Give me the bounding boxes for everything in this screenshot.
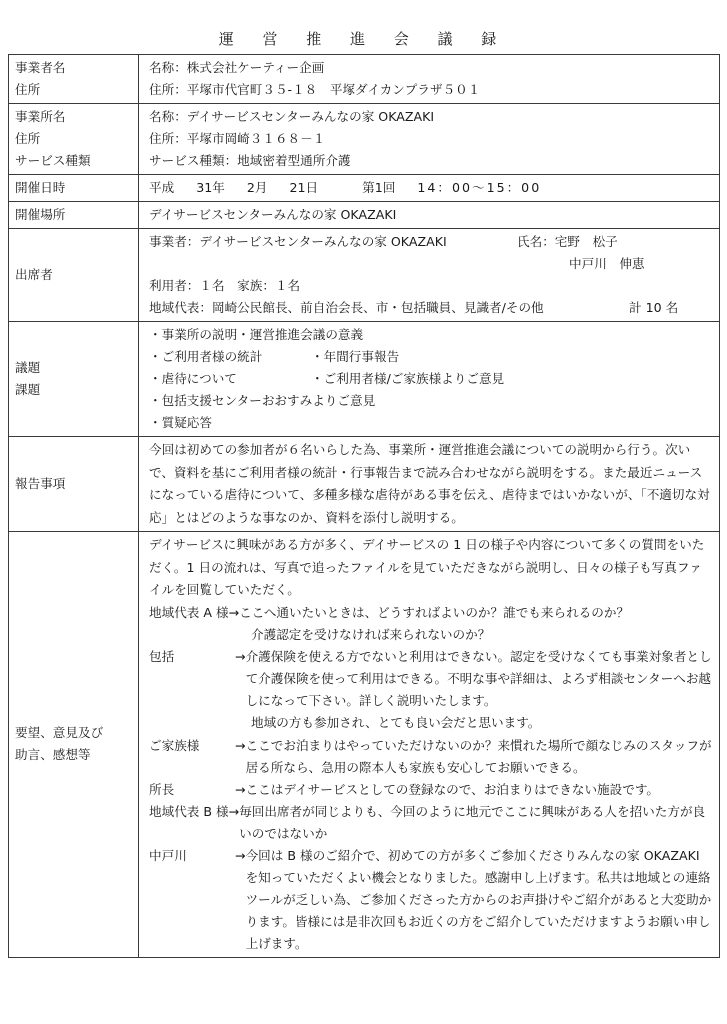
opinions-label-1: 要望、意見及び <box>15 725 104 741</box>
opinion-arrow-3: → <box>235 737 246 753</box>
opinions-intro: デイサービスに興味がある方が多く、デイサービスの 1 日の様子や内容について多くの質問をいただく。1 日の流れは、写真で追ったファイルを見ていただきながら説明し、日々の様子も写真ファイルを回覧していただく。 <box>149 537 705 597</box>
venue-row <box>9 202 720 229</box>
opinion-entry-6 <box>149 845 713 955</box>
attendees-name-1: 氏名：宅野 松子 <box>517 234 618 249</box>
opinion-text-6: 今回は B 様のご紹介で、初めての方が多くご参加くださりみんなの家 OKAZAKI を知っていただくよい機会となりました。感謝申し上げます。私共は地域との連絡ツールが乏しい為、ご参加くださった方からのお声掛けやご紹介があると大変助かります。皆様には是非次回もお近くの方をご紹介していただけますようお願い申し上げます。 <box>245 847 712 951</box>
minutes-table <box>8 54 720 958</box>
operator-value-cell <box>139 55 720 104</box>
attendees-row <box>9 229 720 322</box>
operator-label-cell <box>9 55 139 104</box>
attendees-value-cell <box>139 229 720 322</box>
agenda-item-1: ・事業所の説明・運営推進会議の意義 <box>149 327 364 342</box>
agenda-item-3b: ・ご利用者様/ご家族様よりご意見 <box>311 371 505 386</box>
date-year: 31年 <box>196 180 225 195</box>
report-value-cell <box>139 437 720 532</box>
venue-value: デイサービスセンターみんなの家 OKAZAKI <box>139 202 720 229</box>
venue-label: 開催場所 <box>9 202 139 229</box>
opinion-entry-5 <box>149 801 713 845</box>
attendees-name-2: 中戸川 伸恵 <box>569 256 645 271</box>
document-title: 運 営 推 進 会 議 録 <box>218 30 509 48</box>
opinion-text-3: ここでお泊まりはやっていただけないのか？来慣れた場所で顔なじみのスタッフが居る所なら、急用の際本人も家族も安心してお願いできる。 <box>245 737 712 775</box>
opinions-row <box>9 532 720 958</box>
opinion-text-1: ここへ通いたいときは、どうすればよいのか？誰でも来られるのか？ <box>239 604 630 620</box>
agenda-item-5: ・質疑応答 <box>149 415 212 430</box>
attendees-users: 利用者：１名 家族：１名 <box>149 278 301 293</box>
office-row <box>9 104 720 175</box>
opinion-text-5: 毎回出席者が同じよりも、今回のように地元でここに興味がある人を招いた方が良いのではないか <box>239 803 706 841</box>
date-session: 第1回 <box>362 180 396 195</box>
opinion-text-4: ここはデイサービスとしての登録なので、お泊まりはできない施設です。 <box>245 781 660 797</box>
office-service: サービス種類：地域密着型通所介護 <box>149 153 351 168</box>
opinion-entry-1 <box>149 602 713 624</box>
agenda-label-cell <box>9 322 139 437</box>
report-label: 報告事項 <box>9 437 139 532</box>
report-text: 今回は初めての参加者が６名いらした為、事業所・運営推進会議についての説明から行う。次いで、資料を基にご利用者様の統計・行事報告まで読み合わせながら説明をする。また最近ニュースになっている虐待について、多種多様な虐待がある事を伝え、虐待まではいかないが、「不適切な対応」とはどのような事なのか、資料を添付し説明する。 <box>149 442 710 525</box>
agenda-item-2a: ・ご利用者様の統計 <box>149 349 263 364</box>
agenda-value-cell <box>139 322 720 437</box>
opinion-entry-2 <box>149 646 713 712</box>
report-row <box>9 437 720 532</box>
attendees-total: 計 10 名 <box>629 300 679 315</box>
office-label-cell <box>9 104 139 175</box>
office-address: 住所：平塚市岡崎３１６８－１ <box>149 131 326 146</box>
operator-name: 名称：株式会社ケーティー企画 <box>149 60 325 75</box>
office-service-label: サービス種類 <box>15 153 91 168</box>
opinion-speaker-2: 包括 <box>149 649 175 664</box>
opinions-value-cell <box>139 532 720 958</box>
opinion-text-1-cont: 介護認定を受けなければ来られないのか？ <box>251 626 491 642</box>
operator-name-label: 事業者名 <box>15 60 66 75</box>
opinions-label-cell <box>9 532 139 958</box>
date-row <box>9 175 720 202</box>
agenda-item-2b: ・年間行事報告 <box>311 349 400 364</box>
date-day: 21日 <box>289 180 319 195</box>
opinion-speaker-5: 地域代表 B 様→ <box>149 803 240 819</box>
date-time: 14：00～15：00 <box>417 180 542 195</box>
opinion-entry-3 <box>149 735 713 779</box>
opinion-speaker-1: 地域代表 A 様→ <box>149 604 240 620</box>
office-address-label: 住所 <box>15 131 41 146</box>
opinion-entry-4 <box>149 779 713 801</box>
office-name: 名称：デイサービスセンターみんなの家 OKAZAKI <box>149 109 435 124</box>
office-name-label: 事業所名 <box>15 109 66 124</box>
opinion-text-2-cont: 地域の方も参加され、とても良い会だと思います。 <box>251 715 541 730</box>
agenda-item-4: ・包括支援センターおおすみよりご意見 <box>149 393 376 408</box>
agenda-label-1: 議題 <box>15 360 41 375</box>
opinions-label-2: 助言、感想等 <box>15 747 91 763</box>
attendees-community: 地域代表：岡崎公民館長、前自治会長、市・包括職員、見識者/その他 <box>149 300 544 315</box>
opinion-speaker-3: ご家族様 <box>149 737 200 753</box>
operator-row <box>9 55 720 104</box>
office-value-cell <box>139 104 720 175</box>
opinion-arrow-2: → <box>235 649 246 664</box>
agenda-item-3a: ・虐待について <box>149 371 237 386</box>
date-label: 開催日時 <box>9 175 139 202</box>
date-era: 平成 <box>149 180 175 195</box>
opinion-speaker-6: 中戸川 <box>149 847 187 863</box>
attendees-label: 出席者 <box>9 229 139 322</box>
agenda-row <box>9 322 720 437</box>
opinion-text-2: 介護保険を使える方でないと利用はできない。認定を受けなくても事業対象者として介護保険を使って利用はできる。不明な事や詳細は、よろず相談センターへお越しになって下さい。詳しく説明いたします。 <box>245 649 712 708</box>
attendees-operator: 事業者：デイサービスセンターみんなの家 OKAZAKI <box>149 234 447 249</box>
date-month: 2月 <box>246 180 268 195</box>
opinion-speaker-4: 所長 <box>149 781 175 797</box>
agenda-label-2: 課題 <box>15 382 41 397</box>
operator-address-label: 住所 <box>15 82 41 97</box>
operator-address: 住所：平塚市代官町３５-１８ 平塚ダイカンプラザ５０１ <box>149 82 481 97</box>
opinion-arrow-6: → <box>235 847 246 863</box>
opinion-arrow-4: → <box>235 781 246 797</box>
date-value-cell <box>139 175 720 202</box>
